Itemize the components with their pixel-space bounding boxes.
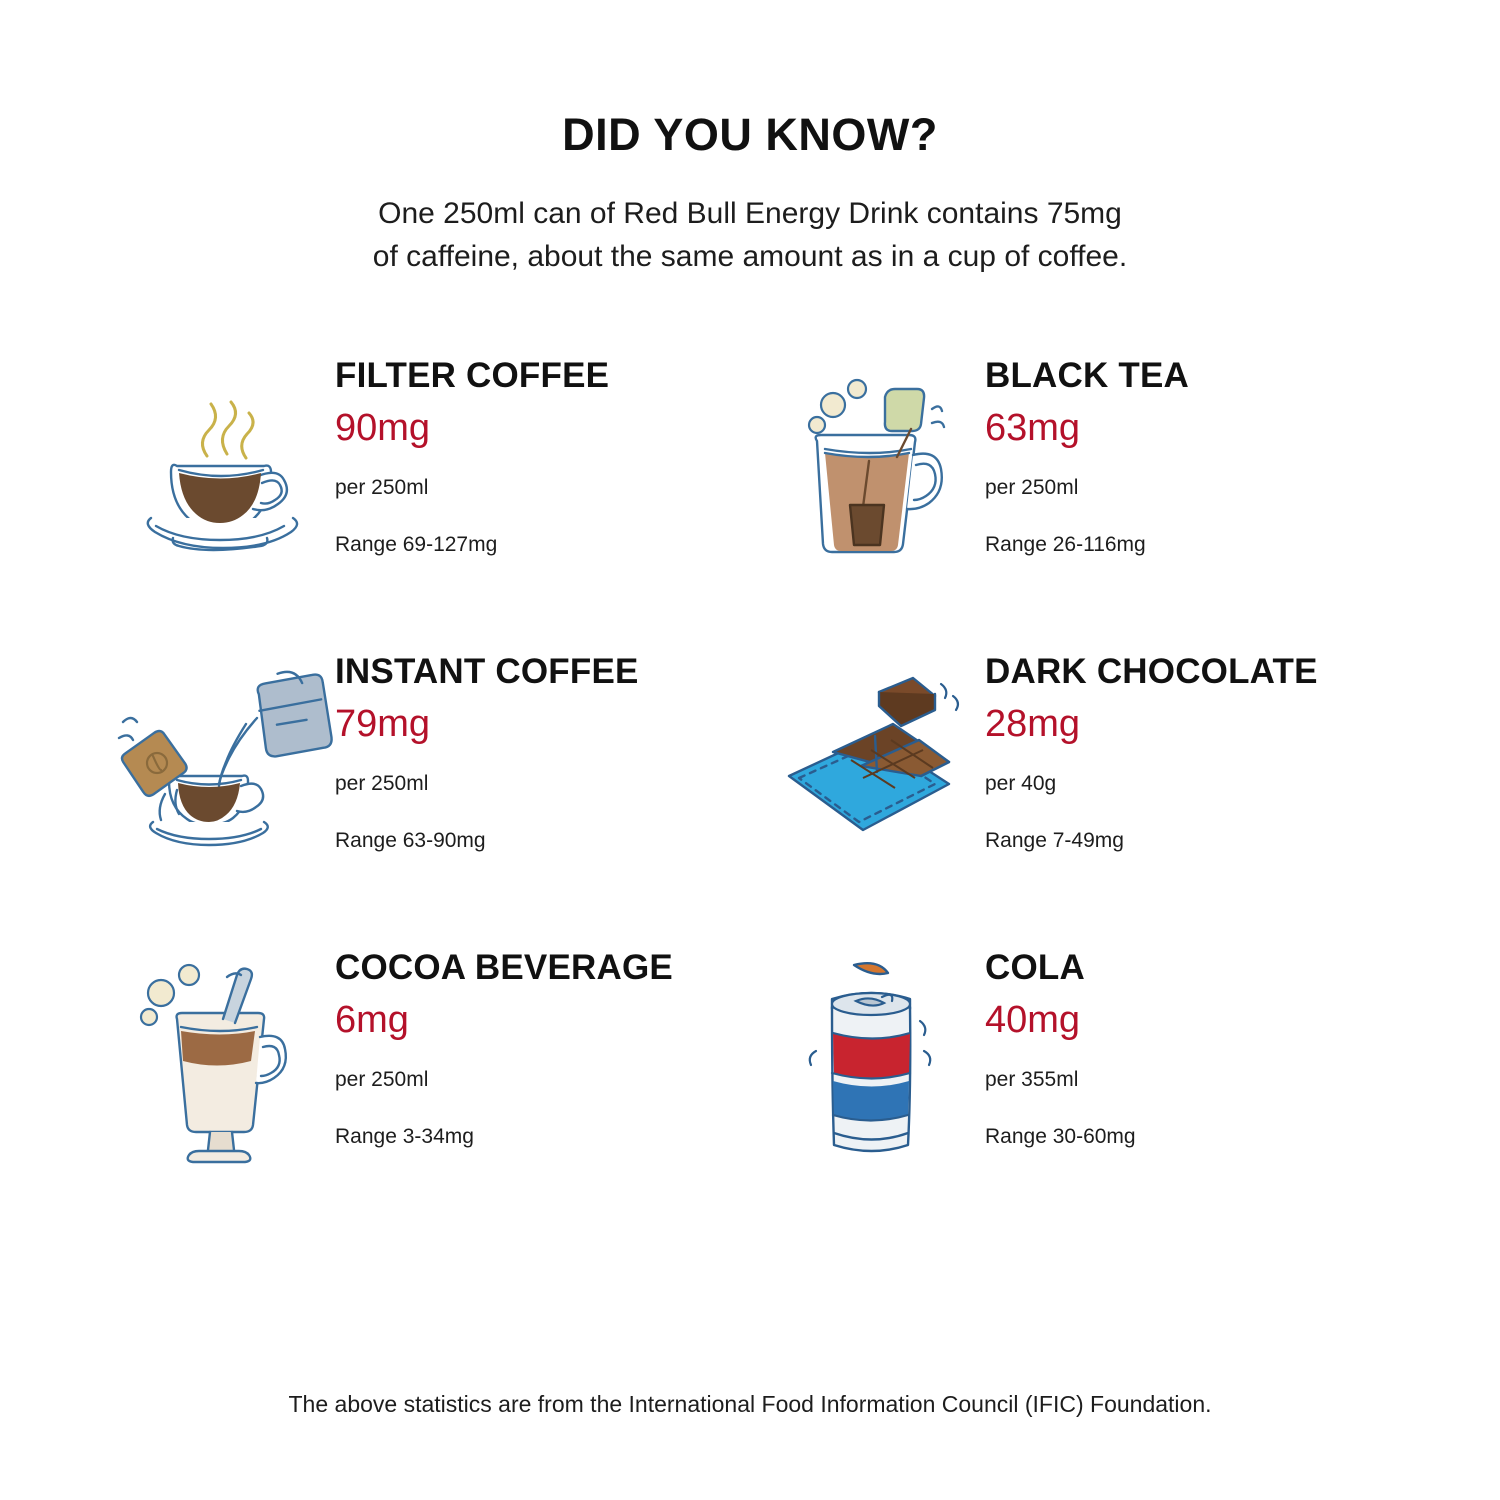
item-serving: per 250ml <box>335 772 429 796</box>
tea-mug-teabag-icon <box>755 350 985 590</box>
item-serving: per 250ml <box>335 476 429 500</box>
item-range: Range 7-49mg <box>985 829 1124 853</box>
chocolate-bar-icon <box>755 646 985 886</box>
item-serving: per 250ml <box>985 476 1079 500</box>
item-range: Range 26-116mg <box>985 533 1146 557</box>
item-amount: 40mg <box>985 999 1081 1042</box>
item-amount: 28mg <box>985 703 1081 746</box>
coffee-cup-saucer-icon <box>105 350 335 590</box>
item-range: Range 63-90mg <box>335 829 486 853</box>
list-item <box>755 350 1395 646</box>
item-serving: per 250ml <box>335 1068 429 1092</box>
item-range: Range 3-34mg <box>335 1125 474 1149</box>
caffeine-items-grid <box>105 350 1395 1238</box>
item-range: Range 30-60mg <box>985 1125 1136 1149</box>
cocoa-mug-spoon-icon <box>105 942 335 1182</box>
item-info <box>985 350 1189 555</box>
list-item <box>105 646 745 942</box>
subtitle-line-1: One 250ml can of Red Bull Energy Drink contains 75mg <box>378 197 1122 230</box>
item-amount: 6mg <box>335 999 409 1042</box>
list-item <box>755 646 1395 942</box>
item-name: DARK CHOCOLATE <box>985 652 1318 692</box>
list-item <box>105 350 745 646</box>
item-info <box>985 646 1318 851</box>
item-range: Range 69-127mg <box>335 533 498 557</box>
item-name: INSTANT COFFEE <box>335 652 639 692</box>
item-amount: 63mg <box>985 407 1081 450</box>
item-info <box>335 646 639 851</box>
item-name: COLA <box>985 948 1085 988</box>
item-info <box>335 350 609 555</box>
source-note: The above statistics are from the International Food Information Council (IFIC) Foundation. <box>288 1391 1212 1417</box>
item-amount: 90mg <box>335 407 431 450</box>
item-amount: 79mg <box>335 703 431 746</box>
page-subtitle <box>250 193 1250 278</box>
subtitle-line-2: of caffeine, about the same amount as in a cup of coffee. <box>372 239 1128 273</box>
item-serving: per 355ml <box>985 1068 1079 1092</box>
list-item <box>105 942 745 1238</box>
cola-can-icon <box>755 942 985 1182</box>
item-name: COCOA BEVERAGE <box>335 948 673 988</box>
header <box>0 0 1500 278</box>
item-info <box>985 942 1136 1147</box>
page-title: DID YOU KNOW? <box>562 109 938 160</box>
item-info <box>335 942 673 1147</box>
list-item <box>755 942 1395 1238</box>
item-serving: per 40g <box>985 772 1057 796</box>
item-name: FILTER COFFEE <box>335 356 610 396</box>
instant-coffee-kettle-icon <box>105 646 335 886</box>
item-name: BLACK TEA <box>985 356 1190 396</box>
